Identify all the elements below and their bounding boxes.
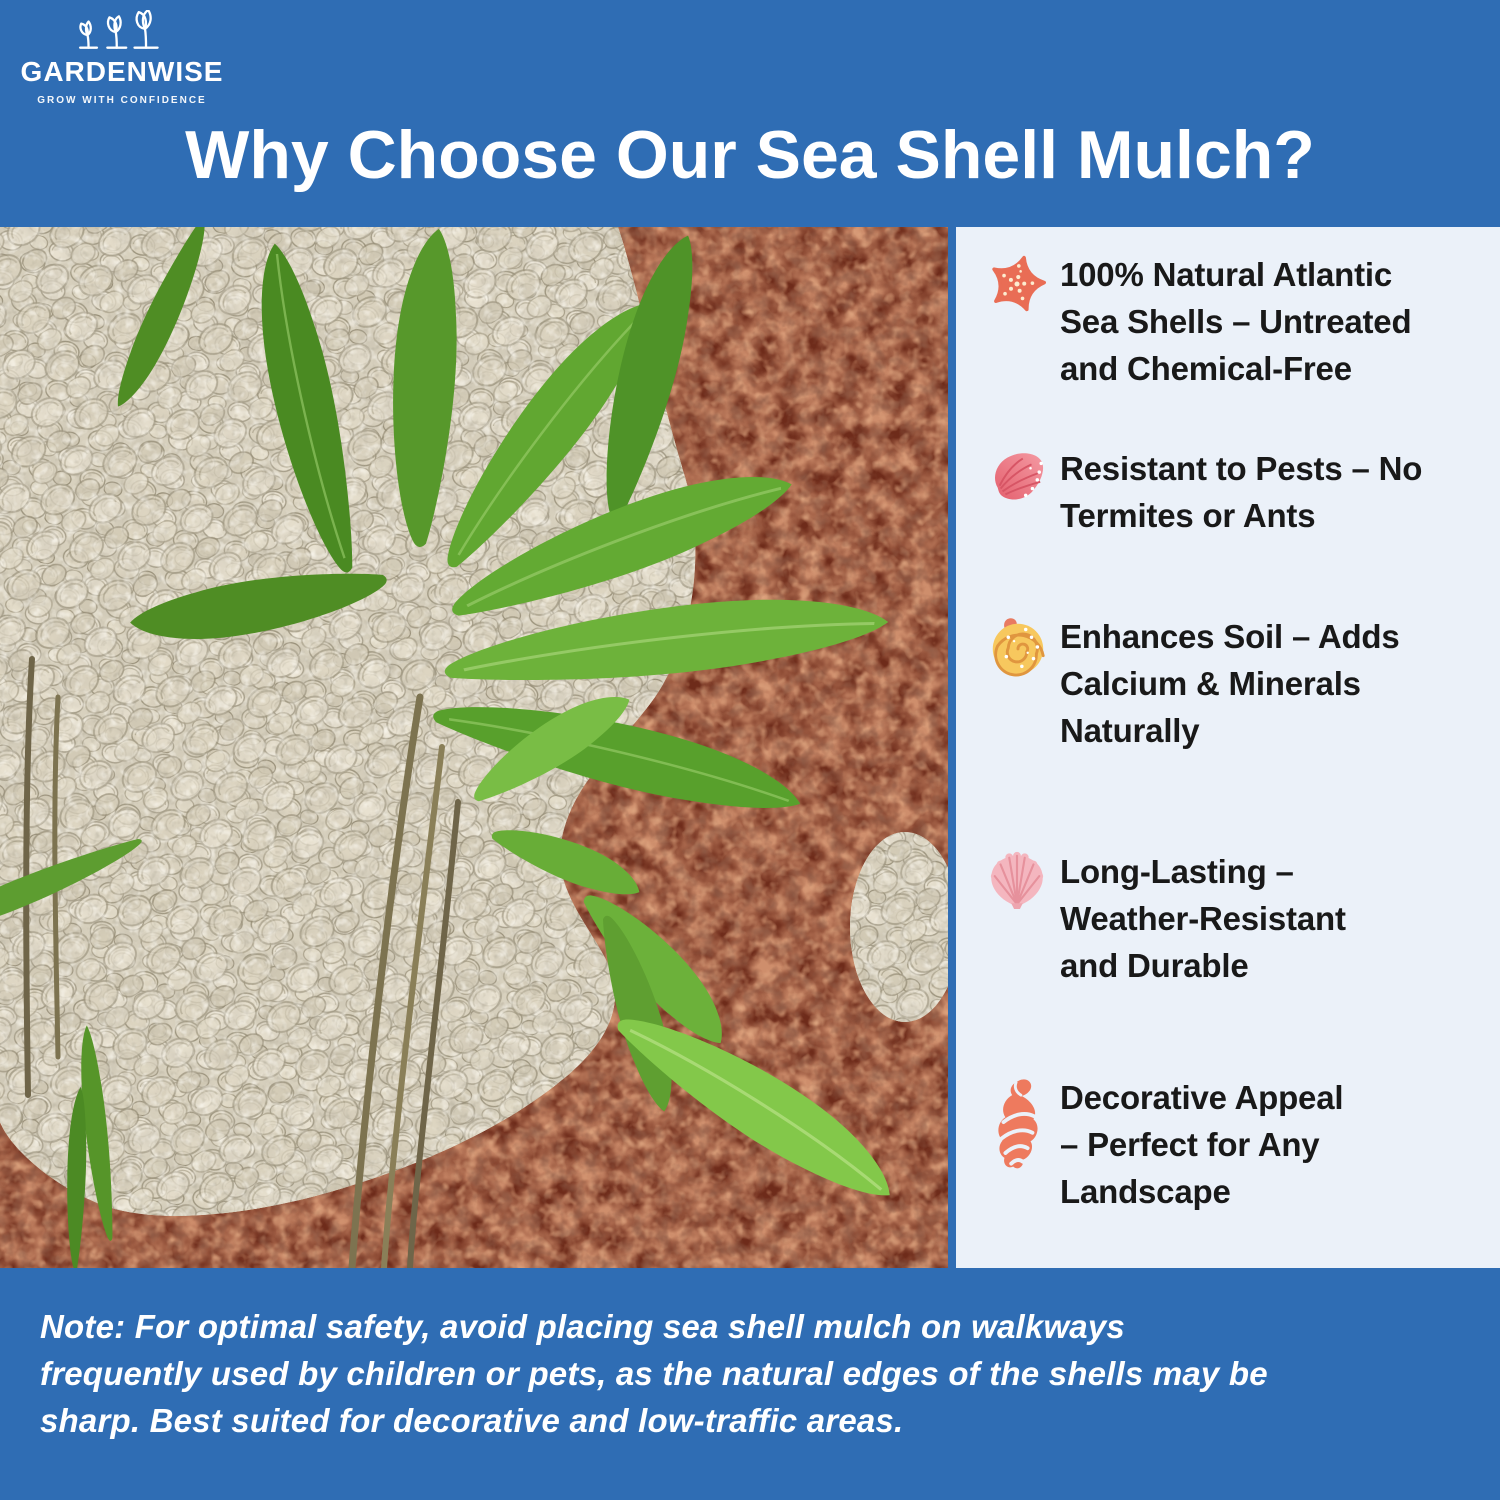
feature-item-natural (974, 251, 1484, 392)
feature-item-soil (974, 613, 1484, 754)
feature-text: Resistant to Pests – No Termites or Ants (1060, 450, 1423, 534)
brand-logo (16, 10, 228, 106)
feature-item-decorative (974, 1074, 1484, 1215)
garden-photo (0, 227, 948, 1268)
garden-photo-art (0, 227, 948, 1268)
safety-note: Note: For optimal safety, avoid placing sea shell mulch on walkways frequently used by children or pets, as the natural edges of the shells may be sharp. Best suited for decorative and low-traffic areas. (40, 1308, 1268, 1439)
clam-shell-icon (986, 447, 1048, 505)
feature-text: Long-Lasting – Weather-Resistant and Durable (1060, 853, 1346, 984)
feature-item-durable (974, 848, 1484, 989)
brand-tagline: GROW WITH CONFIDENCE (37, 95, 207, 106)
starfish-icon (988, 253, 1046, 315)
feature-text: Enhances Soil – Adds Calcium & Minerals Naturally (1060, 618, 1400, 749)
page-title: Why Choose Our Sea Shell Mulch? (185, 117, 1315, 193)
feature-text: Decorative Appeal – Perfect for Any Landscape (1060, 1079, 1344, 1210)
features-panel (956, 227, 1500, 1268)
feature-item-pests (974, 445, 1484, 539)
conch-shell-icon (989, 1076, 1045, 1174)
brand-name: GARDENWISE (20, 56, 224, 87)
scallop-shell-icon (985, 850, 1049, 910)
feature-text: 100% Natural Atlantic Sea Shells – Untreated and Chemical-Free (1060, 256, 1412, 387)
spiral-shell-icon (985, 615, 1049, 677)
sprouts-icon (76, 10, 168, 54)
